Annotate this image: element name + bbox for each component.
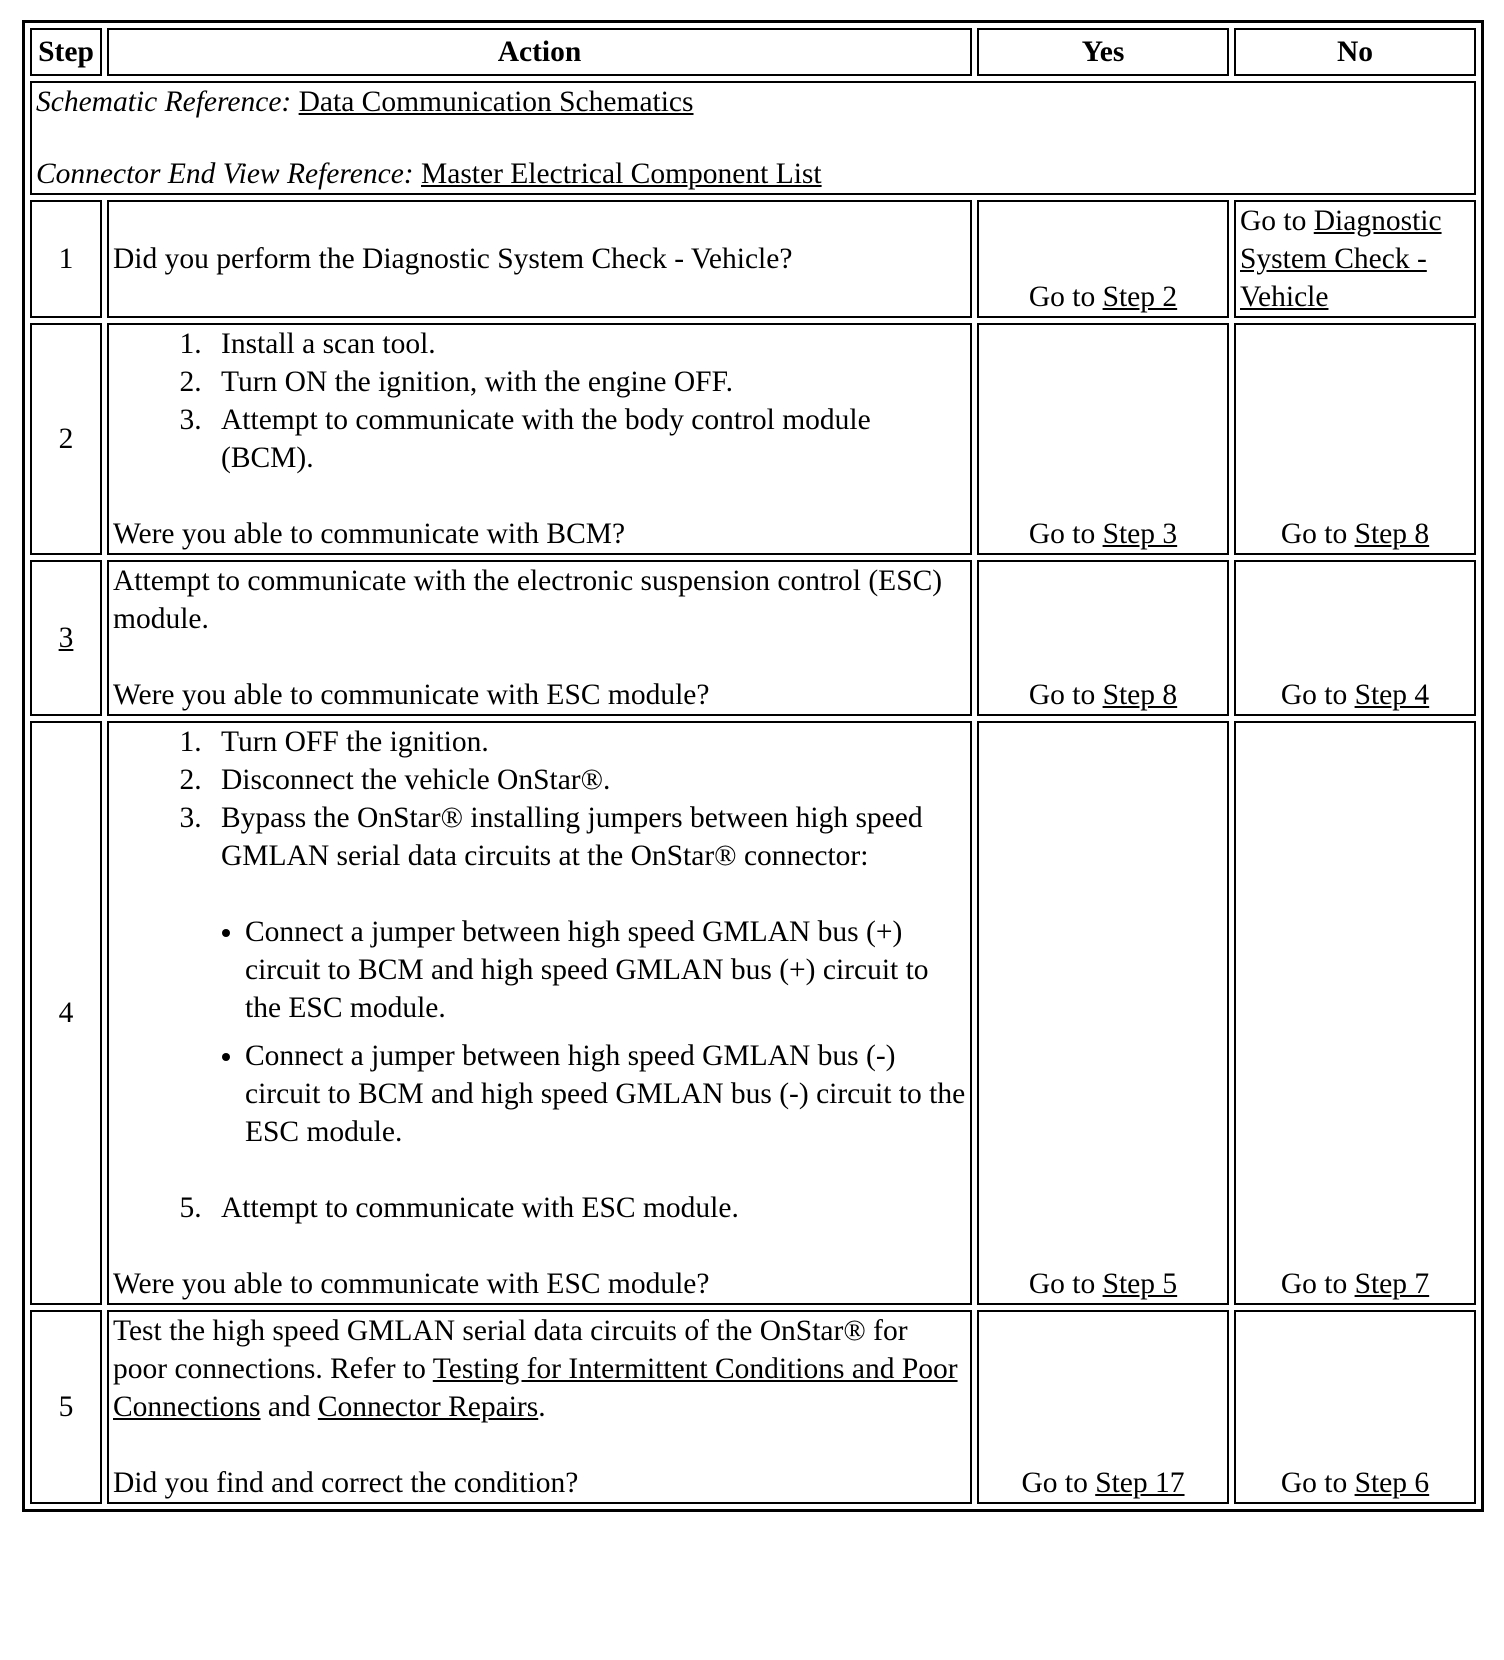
- yes-cell: [977, 200, 1229, 318]
- schematic-reference-link[interactable]: Data Communication Schematics: [298, 86, 694, 118]
- go-to-label: Go to: [1028, 1268, 1096, 1300]
- go-to-label: Go to: [1280, 679, 1348, 711]
- go-to-label: Go to: [1280, 1268, 1348, 1300]
- step-text: [113, 1312, 966, 1426]
- yes-cell: [977, 560, 1229, 716]
- yes-link[interactable]: Step 17: [1095, 1467, 1185, 1499]
- step-question: Did you find and correct the condition?: [113, 1467, 579, 1499]
- step-row-2: [30, 323, 1476, 555]
- step-row-3: [30, 560, 1476, 716]
- go-to-label: Go to: [1280, 518, 1348, 550]
- no-cell: [1234, 200, 1476, 318]
- list-item: 3. Bypass the OnStar® installing jumpers between high speed GMLAN serial data circuits at the OnStar® connector:: [209, 799, 966, 875]
- step-number: 5: [30, 1310, 102, 1504]
- no-link[interactable]: Step 7: [1354, 1268, 1430, 1300]
- list-item: 1. Install a scan tool.: [209, 325, 966, 363]
- bullet-item: • Connect a jumper between high speed GMLAN bus (-) circuit to BCM and high speed GMLAN bus (-) circuit to the ESC module.: [245, 1037, 966, 1151]
- header-step: Step: [30, 28, 102, 76]
- testing-intermittent-link[interactable]: Testing for Intermittent Conditions and Poor Connections: [113, 1353, 958, 1423]
- no-cell: [1234, 323, 1476, 555]
- action-cell: [107, 323, 972, 555]
- diagnostic-table: [22, 20, 1484, 1512]
- instruction-list-tail: [113, 1189, 966, 1227]
- no-cell: [1234, 721, 1476, 1305]
- go-to-label: Go to: [1028, 281, 1096, 313]
- no-cell: [1234, 1310, 1476, 1504]
- yes-cell: [977, 323, 1229, 555]
- step-row-1: [30, 200, 1476, 318]
- no-link[interactable]: Step 8: [1354, 518, 1430, 550]
- step-number-link[interactable]: 3: [30, 560, 102, 716]
- go-to-label: Go to: [1240, 205, 1307, 237]
- step-number: 4: [30, 721, 102, 1305]
- step-question: Were you able to communicate with ESC module?: [113, 1268, 710, 1300]
- step-text: Attempt to communicate with the electronic suspension control (ESC) module.: [113, 565, 943, 635]
- step-text-part: .: [538, 1391, 546, 1423]
- schematic-reference-label: Schematic Reference:: [36, 86, 292, 118]
- action-cell: [107, 560, 972, 716]
- list-item: 3. Attempt to communicate with the body control module (BCM).: [209, 401, 966, 477]
- go-to-label: Go to: [1028, 518, 1096, 550]
- connector-repairs-link[interactable]: Connector Repairs: [317, 1391, 539, 1423]
- yes-cell: [977, 721, 1229, 1305]
- step-number: 2: [30, 323, 102, 555]
- bullet-item: • Connect a jumper between high speed GMLAN bus (+) circuit to BCM and high speed GMLAN bus (+) circuit to the ESC module.: [245, 913, 966, 1027]
- reference-row: [30, 81, 1476, 195]
- step-text-part: and: [267, 1391, 311, 1423]
- list-item: 2. Disconnect the vehicle OnStar®.: [209, 761, 966, 799]
- yes-link[interactable]: Step 8: [1102, 679, 1178, 711]
- header-action: Action: [107, 28, 972, 76]
- list-item: 2. Turn ON the ignition, with the engine OFF.: [209, 363, 966, 401]
- list-item: 5. Attempt to communicate with ESC module.: [209, 1189, 966, 1227]
- action-cell: [107, 1310, 972, 1504]
- header-yes: Yes: [977, 28, 1229, 76]
- instruction-list: [113, 723, 966, 875]
- go-to-label: Go to: [1028, 679, 1096, 711]
- connector-reference-label: Connector End View Reference:: [36, 158, 414, 190]
- action-cell: [107, 200, 972, 318]
- step-question: Did you perform the Diagnostic System Check - Vehicle?: [113, 243, 793, 275]
- yes-link[interactable]: Step 5: [1102, 1268, 1178, 1300]
- step-row-5: [30, 1310, 1476, 1504]
- step-question: Were you able to communicate with ESC module?: [113, 679, 710, 711]
- no-link[interactable]: Step 6: [1354, 1467, 1430, 1499]
- no-cell: [1234, 560, 1476, 716]
- no-link[interactable]: Diagnostic System Check - Vehicle: [1240, 205, 1442, 313]
- step-question: Were you able to communicate with BCM?: [113, 518, 626, 550]
- yes-link[interactable]: Step 3: [1102, 518, 1178, 550]
- yes-cell: [977, 1310, 1229, 1504]
- header-row: [30, 28, 1476, 76]
- no-link[interactable]: Step 4: [1354, 679, 1430, 711]
- yes-link[interactable]: Step 2: [1102, 281, 1178, 313]
- instruction-list: [113, 325, 966, 477]
- action-cell: [107, 721, 972, 1305]
- bullet-list: [113, 913, 966, 1151]
- reference-cell: [30, 81, 1476, 195]
- step-row-4: [30, 721, 1476, 1305]
- step-number: 1: [30, 200, 102, 318]
- go-to-label: Go to: [1280, 1467, 1348, 1499]
- connector-reference-link[interactable]: Master Electrical Component List: [421, 158, 822, 190]
- step-text-part: Test the high speed GMLAN serial data circuits of the OnStar® for poor connections. Refer to: [113, 1315, 908, 1385]
- list-item: 1. Turn OFF the ignition.: [209, 723, 966, 761]
- go-to-label: Go to: [1021, 1467, 1088, 1499]
- header-no: No: [1234, 28, 1476, 76]
